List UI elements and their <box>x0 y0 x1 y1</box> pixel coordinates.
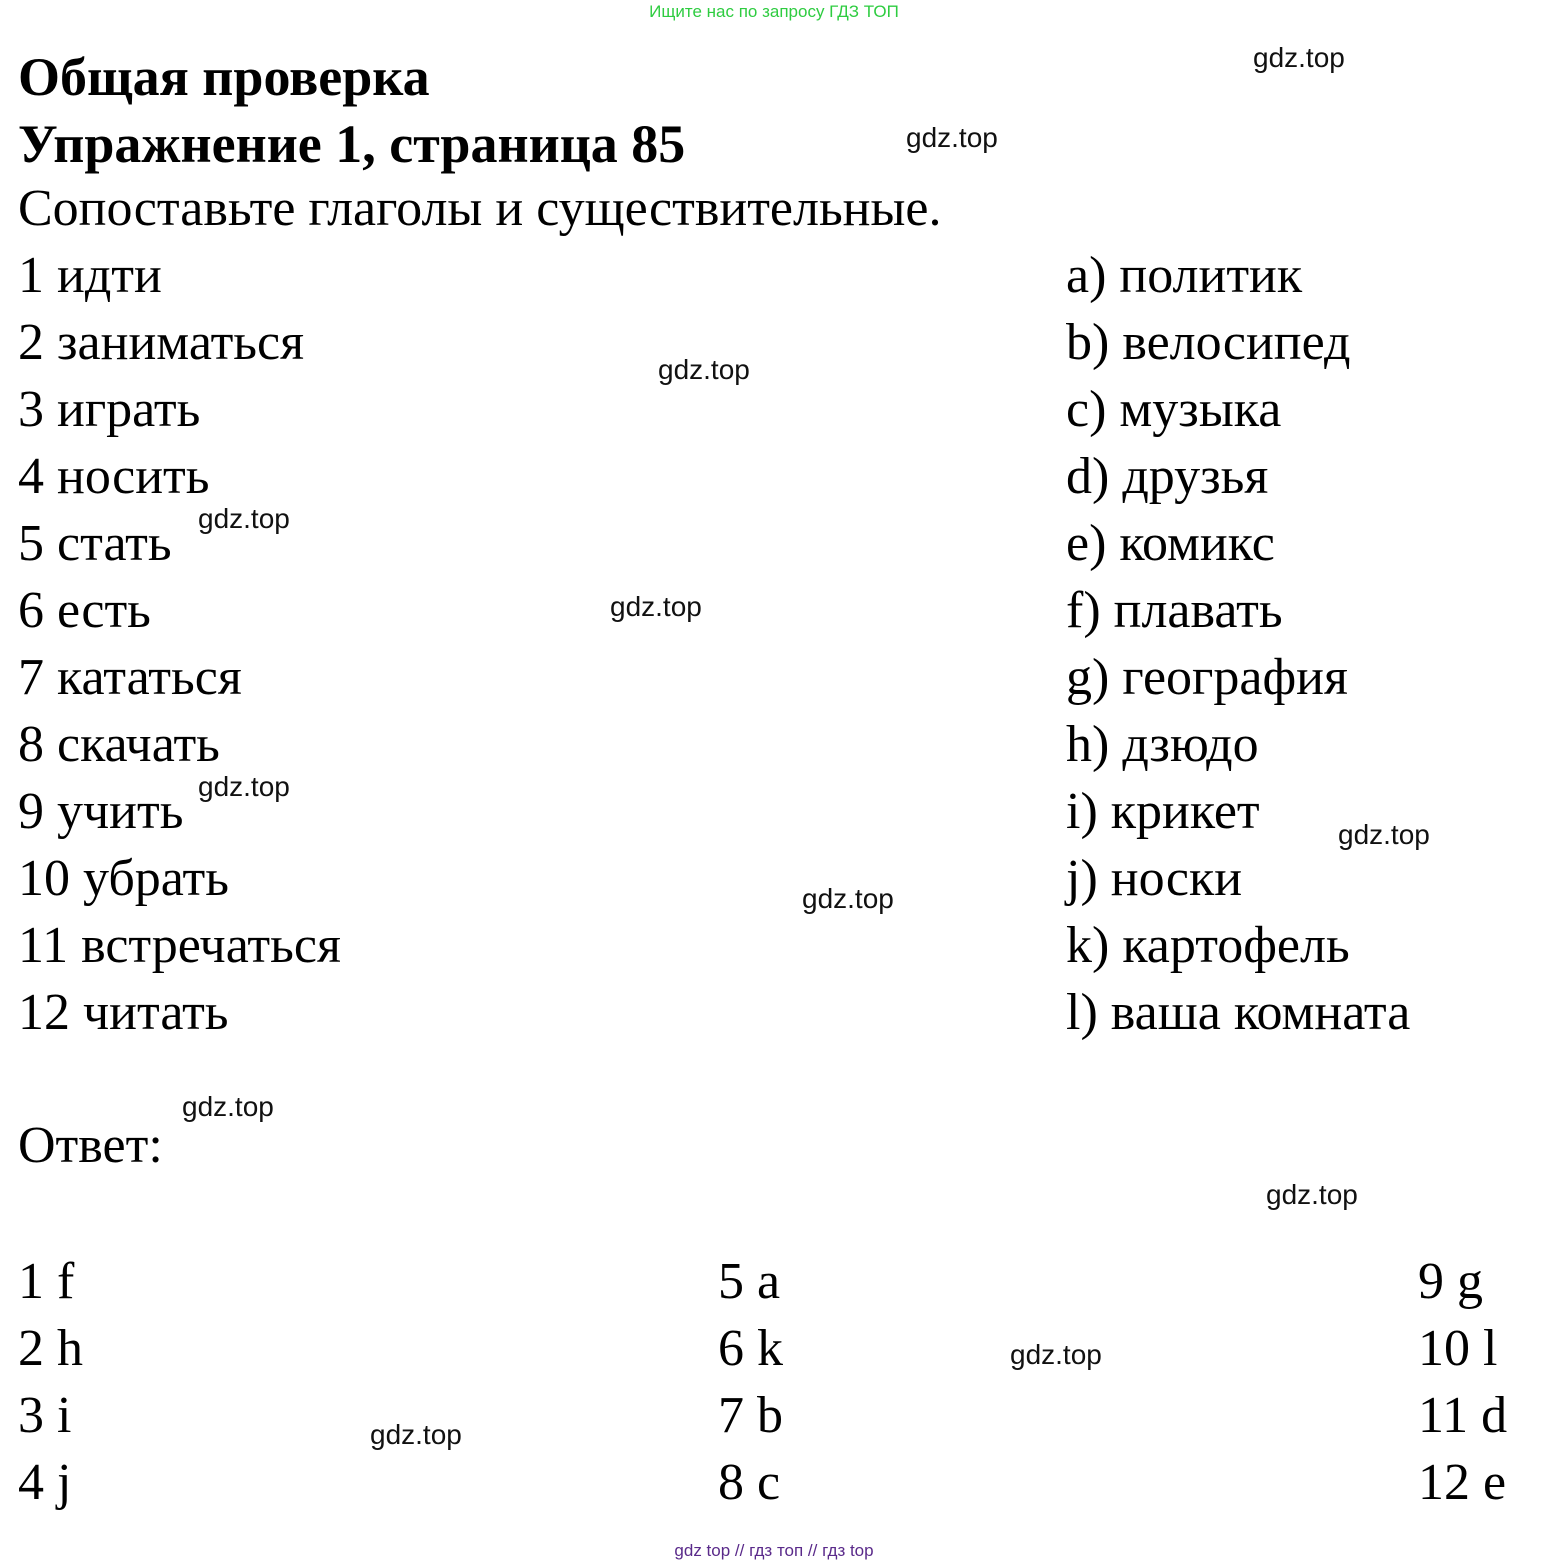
watermark: gdz.top <box>658 354 750 385</box>
answer-item: 11 d <box>1418 1387 1508 1444</box>
watermark: gdz.top <box>802 883 894 914</box>
verb-item: 4 носить <box>18 448 210 505</box>
watermark: gdz.top <box>1266 1179 1358 1210</box>
noun-item: j) носки <box>1066 850 1243 907</box>
watermark: gdz.top <box>610 591 702 622</box>
answer-item: 5 a <box>718 1253 781 1310</box>
verb-item: 7 кататься <box>18 649 242 706</box>
verb-item: 5 стать <box>18 515 172 572</box>
verb-item: 9 учить <box>18 783 184 840</box>
section-title: Общая проверка <box>18 47 430 107</box>
answer-item: 6 k <box>718 1320 783 1377</box>
noun-item: a) политик <box>1066 247 1303 304</box>
verb-item: 6 есть <box>18 582 151 639</box>
exercise-title: Упражнение 1, страница 85 <box>18 114 686 174</box>
answer-item: 3 i <box>18 1387 72 1444</box>
answer-item: 2 h <box>18 1320 83 1377</box>
footer: gdz top // гдз топ // гдз top <box>674 1541 874 1560</box>
noun-item: c) музыка <box>1066 381 1282 438</box>
answer-item: 9 g <box>1418 1253 1483 1310</box>
verb-item: 3 играть <box>18 381 201 438</box>
noun-item: i) крикет <box>1066 783 1260 840</box>
watermark: gdz.top <box>182 1091 274 1122</box>
watermark: gdz.top <box>1338 819 1430 850</box>
instruction: Сопоставьте глаголы и существительные. <box>18 180 942 237</box>
noun-item: f) плавать <box>1066 582 1283 639</box>
answer-label: Ответ: <box>18 1117 163 1174</box>
top-banner: Ищите нас по запросу ГДЗ ТОП <box>649 2 899 21</box>
verb-item: 1 идти <box>18 247 162 304</box>
noun-item: k) картофель <box>1066 917 1350 974</box>
noun-item: d) друзья <box>1066 448 1269 505</box>
verb-item: 10 убрать <box>18 850 229 907</box>
watermark: gdz.top <box>1253 42 1345 73</box>
noun-item: h) дзюдо <box>1066 716 1259 773</box>
noun-item: b) велосипед <box>1066 314 1351 371</box>
watermark: gdz.top <box>906 122 998 153</box>
verb-item: 2 заниматься <box>18 314 304 371</box>
noun-item: l) ваша комната <box>1066 984 1411 1041</box>
answer-item: 12 e <box>1418 1454 1507 1511</box>
watermark: gdz.top <box>370 1419 462 1450</box>
answer-item: 8 c <box>718 1454 781 1511</box>
verb-item: 12 читать <box>18 984 229 1041</box>
watermark: gdz.top <box>198 771 290 802</box>
watermark: gdz.top <box>198 503 290 534</box>
verb-item: 8 скачать <box>18 716 220 773</box>
answer-item: 7 b <box>718 1387 783 1444</box>
answer-item: 1 f <box>18 1253 75 1310</box>
answer-item: 10 l <box>1418 1320 1498 1377</box>
noun-item: e) комикс <box>1066 515 1275 572</box>
answer-item: 4 j <box>18 1454 72 1511</box>
noun-item: g) география <box>1066 649 1348 706</box>
watermark: gdz.top <box>1010 1339 1102 1370</box>
verb-item: 11 встречаться <box>18 917 341 974</box>
